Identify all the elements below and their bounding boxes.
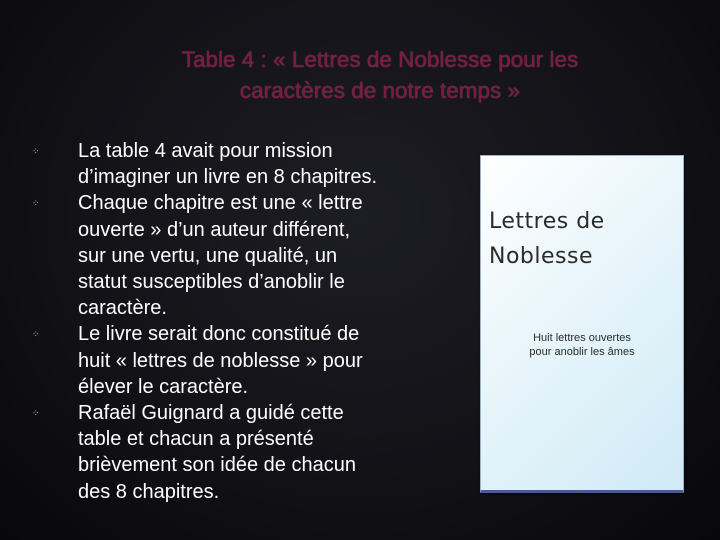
book-title <box>489 204 679 274</box>
bullet-line: Rafaël Guignard a guidé cette <box>78 402 344 425</box>
bullet-icon: ⁘ <box>32 146 40 156</box>
bullet-line: table et chacun a présenté <box>78 428 314 451</box>
slide-title-line-1: Table 4 : « Lettres de Noblesse pour les <box>181 47 579 72</box>
bullet-icon: ⁘ <box>32 198 40 209</box>
bullet-line: des 8 chapitres. <box>78 480 220 503</box>
book-subtitle-line-1: Huit lettres ouvertes <box>533 332 631 344</box>
bullet-line: Chaque chapitre est une « lettre <box>78 192 363 215</box>
bullet-line: élever le caractère. <box>78 375 249 398</box>
bullet-line: brièvement son idée de chacun <box>78 454 356 477</box>
book-subtitle <box>501 331 663 359</box>
bullet-line: caractère. <box>78 297 167 320</box>
bullet-line: d’imaginer un livre en 8 chapitres. <box>78 166 378 189</box>
bullet-list <box>28 138 448 505</box>
bullet-item <box>28 190 448 321</box>
bullet-line: La table 4 avait pour mission <box>78 140 333 162</box>
bullet-line: Le livre serait donc constitué de <box>78 323 360 346</box>
bullet-line: sur une vertu, une qualité, un <box>78 244 338 267</box>
bullet-item <box>28 138 448 190</box>
bullet-line: ouverte » d’un auteur différent, <box>78 218 351 241</box>
book-cover-image <box>480 155 684 493</box>
book-title-line-1: Lettres de <box>489 209 605 234</box>
slide-title-line-2: caractères de notre temps » <box>239 78 521 103</box>
book-subtitle-line-2: pour anoblir les âmes <box>529 346 635 358</box>
bullet-item <box>28 321 448 400</box>
bullet-line: statut susceptibles d’anoblir le <box>78 271 345 294</box>
book-title-line-2: Noblesse <box>489 244 593 269</box>
bullet-icon: ⁘ <box>32 329 40 340</box>
bullet-item <box>28 400 448 505</box>
slide-title <box>80 44 680 106</box>
bullet-line: huit « lettres de noblesse » pour <box>78 349 363 372</box>
bullet-icon: ⁘ <box>32 408 40 419</box>
